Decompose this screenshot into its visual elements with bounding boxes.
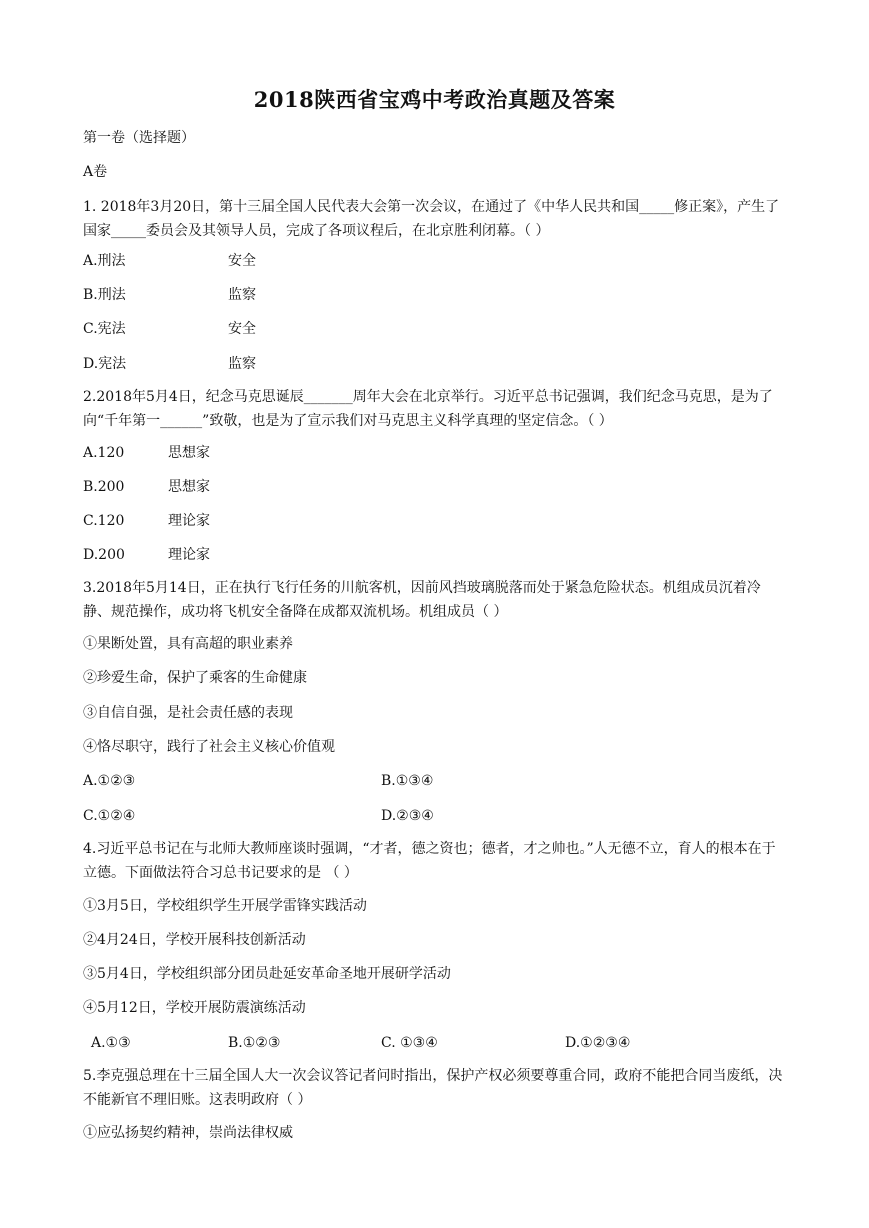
question-3-item-4: ④恪尽职守，践行了社会主义核心价值观 bbox=[83, 739, 335, 755]
option-label: B.刑法 bbox=[83, 287, 126, 303]
question-3-item-2: ②珍爱生命，保护了乘客的生命健康 bbox=[83, 670, 307, 686]
option-a: A.①③ bbox=[91, 1035, 131, 1051]
option-c: C. ①③④ bbox=[381, 1035, 438, 1051]
question-4-item-2: ②4月24日，学校开展科技创新活动 bbox=[83, 932, 306, 948]
option-label: A.120 bbox=[83, 445, 125, 461]
question-4-item-4: ④5月12日，学校开展防震演练活动 bbox=[83, 1000, 306, 1016]
option-c: C.①②④ bbox=[83, 808, 136, 824]
option-value: 安全 bbox=[228, 253, 256, 269]
option-value: 理论家 bbox=[168, 547, 210, 563]
option-value: 思想家 bbox=[168, 479, 210, 495]
question-5-stem: 5.李克强总理在十三届全国人大一次会议答记者问时指出，保护产权必须要尊重合同，政府不能把合同当废纸，决不能新官不理旧账。这表明政府（ ） bbox=[83, 1068, 783, 1108]
option-label: D.宪法 bbox=[83, 356, 127, 372]
option-value: 思想家 bbox=[168, 445, 210, 461]
question-4-item-1: ①3月5日，学校组织学生开展学雷锋实践活动 bbox=[83, 898, 367, 914]
option-label: B.200 bbox=[83, 479, 125, 495]
option-label: A.刑法 bbox=[83, 253, 126, 269]
option-label: D.200 bbox=[83, 547, 125, 563]
question-3-item-3: ③自信自强，是社会责任感的表现 bbox=[83, 705, 293, 721]
option-d: D.②③④ bbox=[381, 808, 434, 824]
option-value: 监察 bbox=[228, 356, 256, 372]
option-label: C.宪法 bbox=[83, 321, 126, 337]
page-title: 2018陕西省宝鸡中考政治真题及答案 bbox=[253, 87, 616, 112]
option-b: B.①②③ bbox=[228, 1035, 281, 1051]
option-value: 监察 bbox=[228, 287, 256, 303]
option-d: D.①②③④ bbox=[565, 1035, 631, 1051]
option-b: B.①③④ bbox=[381, 773, 434, 789]
part-heading: 第一卷（选择题） bbox=[83, 130, 195, 146]
question-3-item-1: ①果断处置，具有高超的职业素养 bbox=[83, 636, 293, 652]
section-heading: A卷 bbox=[83, 164, 108, 180]
question-5-item-1: ①应弘扬契约精神，崇尚法律权威 bbox=[83, 1125, 293, 1141]
option-value: 安全 bbox=[228, 321, 256, 337]
question-4-item-3: ③5月4日，学校组织部分团员赴延安革命圣地开展研学活动 bbox=[83, 966, 451, 982]
option-label: C.120 bbox=[83, 513, 125, 529]
question-3-stem: 3.2018年5月14日，正在执行飞行任务的川航客机，因前风挡玻璃脱落而处于紧急危险状态。机组成员沉着冷静、规范操作，成功将飞机安全备降在成都双流机场。机组成员（ ） bbox=[83, 580, 761, 620]
question-4-stem: 4.习近平总书记在与北师大教师座谈时强调，“才者，德之资也；德者，才之帅也。”人无德不立，育人的根本在于立德。下面做法符合习总书记要求的是 （ ） bbox=[83, 841, 776, 881]
question-1-stem: 1. 2018年3月20日，第十三届全国人民代表大会第一次会议，在通过了《中华人民共和国_____修正案》，产生了国家_____委员会及其领导人员，完成了各项议程后，在北京胜利闭幕。（ ） bbox=[83, 199, 780, 239]
question-2-stem: 2.2018年5月4日，纪念马克思诞辰_______周年大会在北京举行。习近平总书记强调，我们纪念马克思，是为了向“千年第一______”致敬，也是为了宣示我们对马克思主义科学真理的坚定信念。（ ） bbox=[83, 389, 773, 429]
option-value: 理论家 bbox=[168, 513, 210, 529]
option-a: A.①②③ bbox=[83, 773, 136, 789]
